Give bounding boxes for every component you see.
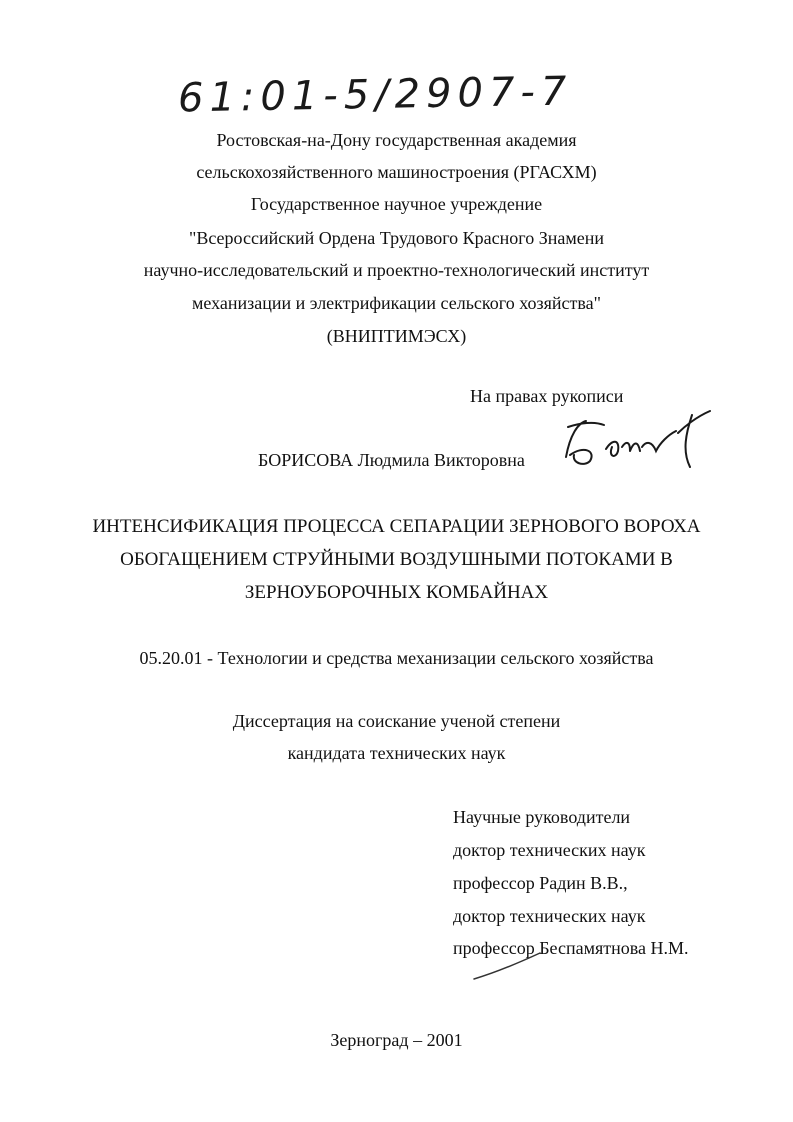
author-name: БОРИСОВА Людмила Викторовна bbox=[258, 450, 525, 470]
institution-line-1: Ростовская-на-Дону государственная академия bbox=[216, 130, 577, 150]
degree-line-2: кандидата технических наук bbox=[287, 743, 506, 763]
institution-line-3: Государственное научное учреждение bbox=[250, 194, 543, 214]
thesis-title-line-1: ИНТЕНСИФИКАЦИЯ ПРОЦЕССА СЕПАРАЦИИ ЗЕРНОВОГО ВОРОХА bbox=[92, 516, 701, 537]
manuscript-note: На правах рукописи bbox=[470, 386, 624, 406]
advisor-1-degree: доктор технических наук bbox=[453, 840, 646, 860]
specialty-code: 05.20.01 - Технологии и средства механизации сельского хозяйства bbox=[139, 648, 654, 668]
institution-abbrev: (ВНИПТИМЭСХ) bbox=[326, 326, 467, 346]
advisors-heading: Научные руководители bbox=[453, 807, 631, 827]
institution-line-2: сельскохозяйственного машиностроения (РГАСХМ) bbox=[196, 162, 597, 182]
advisor-1-name: профессор Радин В.В., bbox=[453, 873, 628, 893]
city-year: Зерноград – 2001 bbox=[330, 1030, 463, 1050]
thesis-title-line-2: ОБОГАЩЕНИЕМ СТРУЙНЫМИ ВОЗДУШНЫМИ ПОТОКАМИ В bbox=[120, 549, 673, 570]
advisor-scribble bbox=[470, 945, 550, 985]
institution-line-4: "Всероссийский Ордена Трудового Красного Знамени bbox=[188, 228, 605, 248]
institution-line-6: механизации и электрификации сельского хозяйства" bbox=[192, 293, 601, 313]
thesis-title-line-3: ЗЕРНОУБОРОЧНЫХ КОМБАЙНАХ bbox=[244, 582, 549, 603]
advisor-2-name: профессор Беспамятнова Н.М. bbox=[453, 938, 689, 958]
author-signature bbox=[560, 405, 720, 475]
advisor-2-degree: доктор технических наук bbox=[453, 906, 646, 926]
institution-line-5: научно-исследовательский и проектно-технологический институт bbox=[143, 260, 650, 280]
degree-line-1: Диссертация на соискание ученой степени bbox=[232, 711, 561, 731]
archive-code-handwritten: 61:01-5/2907-7 bbox=[177, 68, 573, 122]
